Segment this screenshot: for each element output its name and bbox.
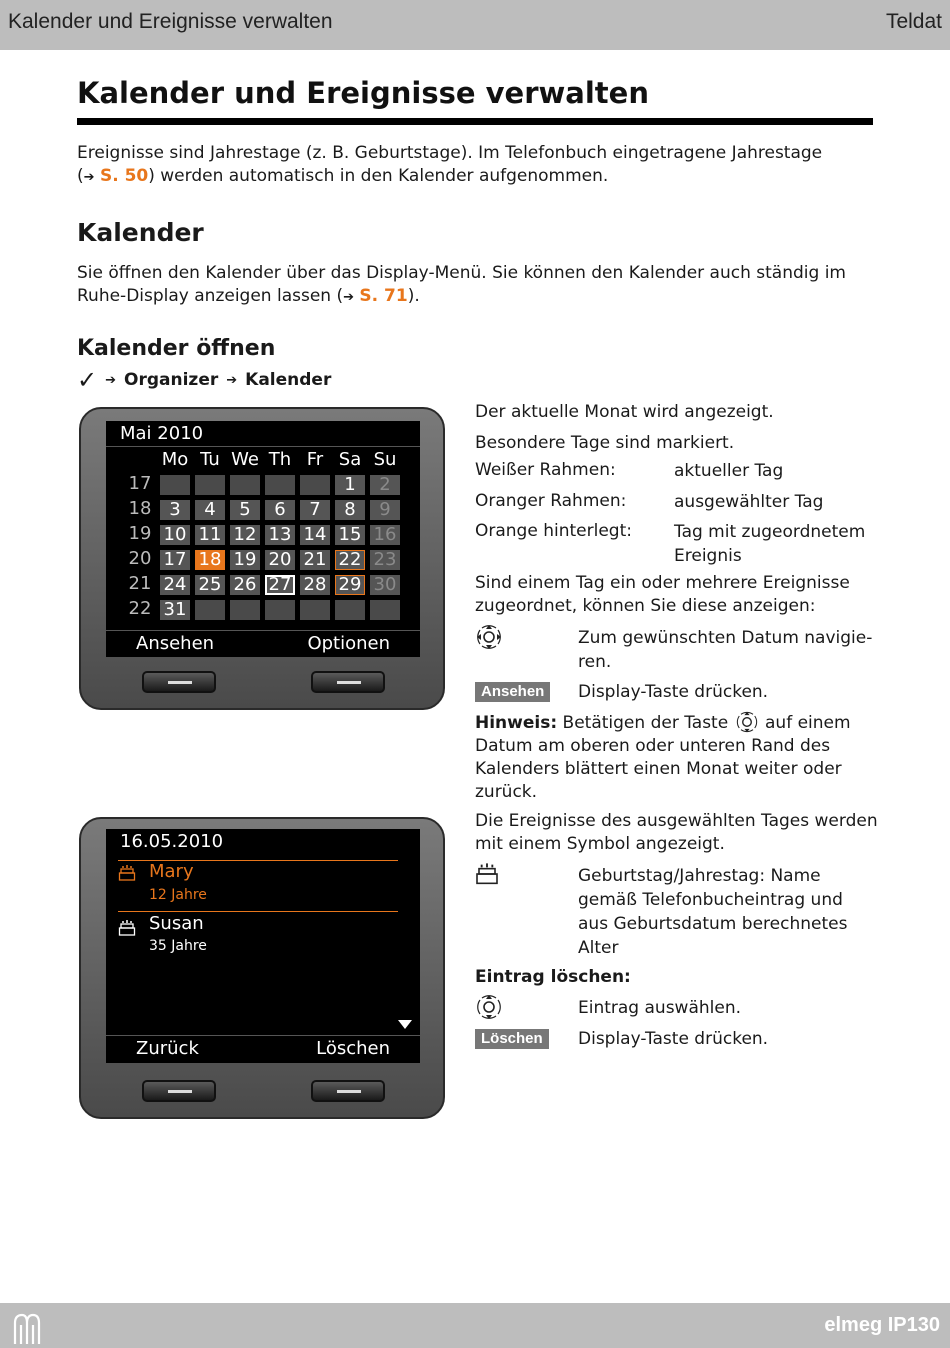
calendar-day[interactable]: 16 [370,525,400,545]
weekday-label: Sa [338,449,362,470]
path-kalender: Kalender [245,370,332,390]
intro-paragraph [77,142,822,189]
calendar-day[interactable]: 13 [265,525,295,545]
calendar-day[interactable]: 23 [370,550,400,570]
events-softkeys [106,1035,420,1061]
calendar-day[interactable]: 30 [370,575,400,595]
legend-label: Oranger Rahmen: [475,491,627,511]
nav-key-updown-icon [475,993,503,1021]
calendar-day[interactable]: 21 [300,550,330,570]
week-number: 17 [128,473,152,494]
intro-line-1: Ereignisse sind Jahrestage (z. B. Geburtstage). Im Telefonbuch eingetragene Jahrestage [77,143,823,163]
calendar-day[interactable]: 25 [195,575,225,595]
events-screen [106,829,420,1063]
calendar-day[interactable]: 7 [300,500,330,520]
calendar-day[interactable]: 11 [195,525,225,545]
event-age: 12 Jahre [149,887,207,903]
event-age: 35 Jahre [149,938,207,954]
calendar-day[interactable]: 1 [335,475,365,495]
check-menu-icon: ✓ [77,366,98,394]
week-number: 22 [128,598,152,619]
birthday-description: Geburtstag/Jahrestag: Name gemäß Telefonbucheintrag und aus Geburtsdatum berechnetes Alter [578,866,848,958]
arrow-right-icon: ➔ [83,170,95,185]
page-header [0,0,950,50]
calendar-month: Mai 2010 [106,421,420,447]
week-number: 21 [128,573,152,594]
calendar-day[interactable]: 26 [230,575,260,595]
section-line-2: Ruhe-Display anzeigen lassen (➔ S. 71). [77,286,420,306]
page-link-50[interactable]: S. 50 [99,166,149,186]
birthday-cake-icon [118,919,136,937]
brand-logo-icon [12,1311,42,1345]
calendar-empty-cell [195,600,225,620]
calendar-day[interactable]: 22 [335,550,365,570]
header-brand: Teldat [885,10,942,33]
intro-line-2: (➔ S. 50) werden automatisch in den Kalender aufgenommen. [77,166,609,186]
section-line-1: Sie öffnen den Kalender über das Display-Menü. Sie können den Kalender auch ständig im [77,263,846,283]
calendar-day[interactable]: 29 [335,575,365,595]
calendar-day[interactable]: 18 [195,550,225,570]
calendar-day[interactable]: 3 [160,500,190,520]
hint-paragraph: Hinweis: Betätigen der Taste auf einem Datum am oberen oder unteren Rand des Kalenders blättert einen Monat weiter oder zurück. [475,710,875,804]
phone-device-events [79,817,445,1119]
weekday-label: Tu [200,449,220,470]
calendar-day[interactable]: 12 [230,525,260,545]
weekday-label: Fr [306,449,324,470]
legend-value: ausgewählter Tag [674,492,824,512]
calendar-empty-cell [265,475,295,495]
event-divider [118,911,398,912]
menu-path [77,366,332,394]
legend-label: Orange hinterlegt: [475,521,632,541]
calendar-empty-cell [230,600,260,620]
calendar-day[interactable]: 10 [160,525,190,545]
arrow-right-icon: ➔ [105,372,117,388]
subsection-title: Kalender öffnen [77,336,276,361]
nav-key-updown-icon [734,710,760,734]
left-display-key[interactable] [142,1080,216,1102]
scroll-down-icon [398,1020,412,1030]
calendar-day[interactable]: 5 [230,500,260,520]
select-entry-description: Eintrag auswählen. [578,998,742,1018]
nav-description: Zum gewünschten Datum navigie- ren. [578,628,873,672]
event-name[interactable]: Susan [149,913,204,934]
calendar-empty-cell [370,600,400,620]
title-rule [77,118,873,125]
week-number: 18 [128,498,152,519]
nav-key-4way-icon [475,623,503,651]
calendar-day[interactable]: 14 [300,525,330,545]
right-display-key[interactable] [311,671,385,693]
calendar-day[interactable]: 24 [160,575,190,595]
legend-label: Weißer Rahmen: [475,460,616,480]
key-loeschen-description: Display-Taste drücken. [578,1029,769,1049]
birthday-cake-icon [118,864,136,882]
calendar-day[interactable]: 20 [265,550,295,570]
text-events-assigned: Sind einem Tag ein oder mehrere Ereignisse zugeordnet, können Sie diese anzeigen: [475,573,850,616]
events-date: 16.05.2010 [120,831,224,852]
weekday-label: Th [268,449,292,470]
calendar-day[interactable]: 17 [160,550,190,570]
text-special-days: Besondere Tage sind markiert. [475,433,735,453]
left-display-key[interactable] [142,671,216,693]
softkey-optionen[interactable]: Optionen [307,633,390,654]
text-event-symbol: Die Ereignisse des ausgewählten Tages werden mit einem Symbol angezeigt. [475,811,878,854]
key-ansehen: Ansehen [475,682,550,702]
page-title: Kalender und Ereignisse verwalten [77,76,649,110]
page-link-71[interactable]: S. 71 [359,286,408,306]
phone-device-calendar [79,407,445,710]
header-chapter: Kalender und Ereignisse verwalten [8,10,333,33]
section-title: Kalender [77,218,204,247]
calendar-screen [106,421,420,657]
text-current-month: Der aktuelle Monat wird angezeigt. [475,402,774,422]
calendar-day[interactable]: 9 [370,500,400,520]
page-footer [0,1303,950,1348]
calendar-empty-cell [335,600,365,620]
calendar-day[interactable]: 15 [335,525,365,545]
calendar-empty-cell [160,475,190,495]
calendar-day[interactable]: 8 [335,500,365,520]
calendar-day[interactable]: 19 [230,550,260,570]
calendar-day[interactable]: 6 [265,500,295,520]
right-display-key[interactable] [311,1080,385,1102]
delete-entry-title: Eintrag löschen: [475,967,631,987]
footer-product: elmeg IP130 [824,1314,940,1336]
softkey-ansehen[interactable]: Ansehen [136,633,215,654]
calendar-day[interactable]: 2 [370,475,400,495]
weekday-label: Su [373,449,397,470]
weekday-label: Mo [161,449,189,470]
calendar-day[interactable]: 28 [300,575,330,595]
calendar-empty-cell [300,475,330,495]
calendar-empty-cell [265,600,295,620]
softkey-loeschen[interactable]: Löschen [316,1038,390,1059]
calendar-day[interactable]: 31 [160,600,190,620]
legend-value: Tag mit zugeordnetem Ereignis [674,522,866,566]
calendar-day[interactable]: 4 [195,500,225,520]
week-number: 20 [128,548,152,569]
calendar-day[interactable]: 27 [265,575,295,595]
calendar-softkeys [106,630,420,656]
softkey-zurueck[interactable]: Zurück [136,1038,199,1059]
calendar-empty-cell [230,475,260,495]
legend-value: aktueller Tag [674,461,784,481]
key-ansehen-description: Display-Taste drücken. [578,682,769,702]
birthday-cake-icon [475,861,499,887]
event-name[interactable]: Mary [149,861,194,882]
arrow-right-icon: ➔ [226,372,238,388]
arrow-right-icon: ➔ [343,290,355,305]
calendar-empty-cell [300,600,330,620]
section-paragraph [77,262,846,309]
path-organizer: Organizer [124,370,219,390]
weekday-label: We [231,449,259,470]
calendar-empty-cell [195,475,225,495]
week-number: 19 [128,523,152,544]
key-loeschen: Löschen [475,1029,549,1049]
